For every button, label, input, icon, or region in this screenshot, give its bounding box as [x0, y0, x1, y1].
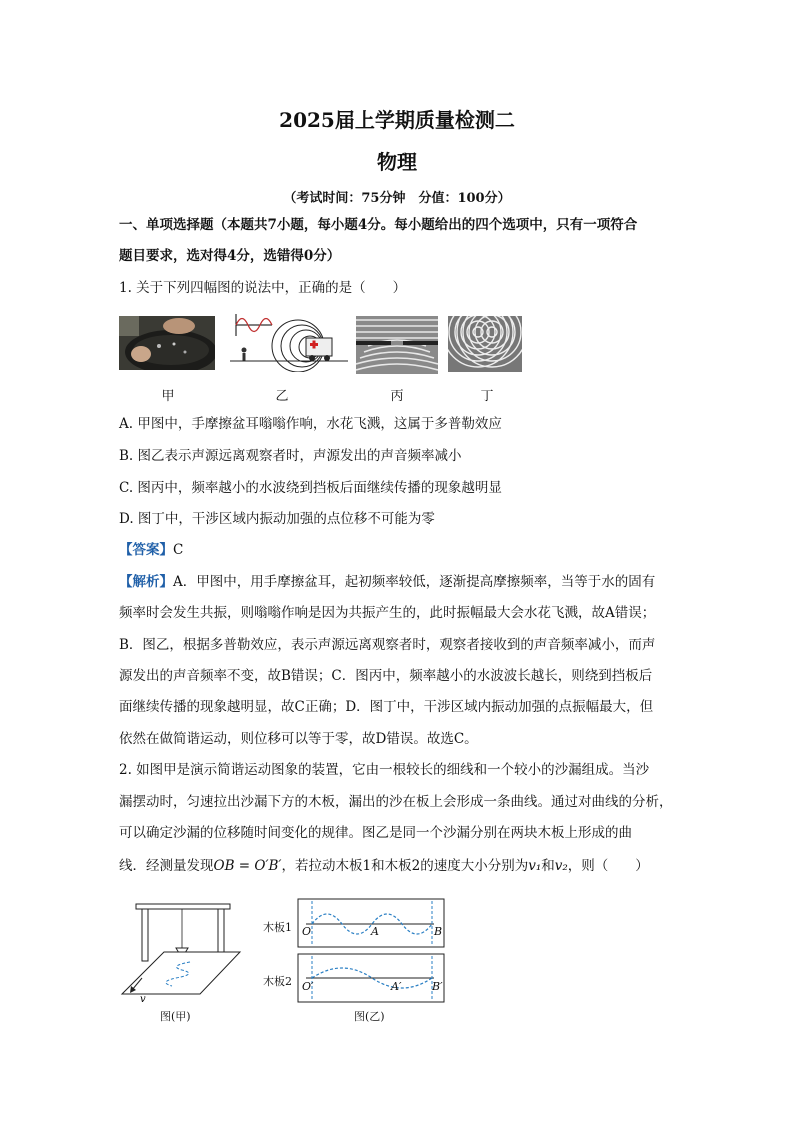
point-b: B — [434, 925, 443, 938]
q2-text-prefix: 线．经测量发现 — [119, 858, 214, 874]
section-heading-line2: 题目要求，选对得4分，选错得0分） — [119, 248, 341, 264]
point-b-prime: B′ — [432, 980, 443, 993]
q1-analysis-line2: 频率时会发生共振，则嗡嗡作响是因为共振产生的，此时振幅最大会水花飞溅，故A错误； — [119, 605, 656, 621]
q1-answer-row — [119, 540, 679, 560]
figure-jia-basin — [119, 316, 215, 370]
answer-tag: 【答案】 — [119, 542, 173, 558]
q2-stem-line3: 可以确定沙漏的位移随时间变化的规律。图乙是同一个沙漏分别在两块木板上形成的曲 — [119, 825, 632, 841]
page-title: 2025届上学期质量检测二 — [279, 108, 515, 132]
analysis-tag: 【解析】 — [119, 574, 173, 590]
point-o: O — [302, 925, 312, 938]
fig-jia-caption: 图(甲) — [160, 1010, 191, 1023]
q1-option-b: B. 图乙表示声源远离观察者时，声源发出的声音频率减小 — [119, 448, 462, 464]
point-a-prime: A′ — [391, 980, 402, 993]
q1-analysis-line5: 面继续传播的现象越明显，故C正确；D．图丁中，干涉区域内振动加强的点振幅最大，但 — [119, 699, 654, 715]
q2-v2: v₂ — [554, 858, 568, 874]
q1-analysis-line1 — [119, 572, 679, 592]
figure-bing-diffraction — [356, 316, 438, 374]
figure-sand-pendulum — [118, 898, 244, 1010]
q2-stem-line2: 漏摆动时，匀速拉出沙漏下方的木板，漏出的沙在板上会形成一条曲线。通过对曲线的分析， — [119, 794, 673, 810]
q1-analysis-line4: 源发出的声音频率不变，故B错误；C．图丙中，频率越小的水波波长越长，则绕到挡板后 — [119, 668, 653, 684]
caption-bing: 丙 — [390, 389, 404, 404]
subject-title: 物理 — [377, 150, 417, 174]
board1-label: 木板1 — [263, 921, 292, 934]
fig-yi-caption: 图(乙) — [354, 1010, 385, 1023]
q1-option-c: C. 图丙中，频率越小的水波绕到挡板后面继续传播的现象越明显 — [119, 480, 502, 496]
figure-boards — [262, 896, 446, 1006]
q2-equation: OB = O′B′ — [213, 858, 282, 874]
q2-stem-line4 — [119, 856, 679, 876]
caption-ding: 丁 — [480, 389, 494, 404]
q1-analysis-line6: 依然在做简谐运动，则位移可以等于零，故D错误。故选C。 — [119, 731, 478, 747]
q1-analysis-line3: B．图乙，根据多普勒效应，表示声源远离观察者时，观察者接收到的声音频率减小，而声 — [119, 637, 656, 653]
q2-v1: v₁ — [528, 858, 542, 874]
section-heading-line1: 一、单项选择题（本题共7小题，每小题4分。每小题给出的四个选项中，只有一项符合 — [119, 217, 638, 233]
caption-yi: 乙 — [275, 389, 289, 404]
velocity-label: v — [140, 994, 146, 1005]
point-o-prime: O′ — [302, 980, 314, 993]
figure-yi-doppler — [230, 310, 348, 372]
q2-text-mid: ，若拉动木板1和木板2的速度大小分别为 — [281, 858, 529, 874]
q2-text-end: ，则（ ） — [567, 858, 649, 874]
q1-stem: 1. 关于下列四幅图的说法中，正确的是（ ） — [119, 280, 407, 296]
point-a: A — [371, 925, 379, 938]
q1-option-d: D. 图丁中，干涉区域内振动加强的点位移不可能为零 — [119, 511, 435, 527]
q2-stem-line1: 2. 如图甲是演示简谐运动图象的装置，它由一根较长的细线和一个较小的沙漏组成。当沙 — [119, 762, 650, 778]
q1-option-a: A. 甲图中，手摩擦盆耳嗡嗡作响，水花飞溅，这属于多普勒效应 — [119, 416, 502, 432]
answer-value: C — [173, 542, 184, 558]
caption-jia: 甲 — [161, 389, 175, 404]
exam-info: （考试时间：75分钟 分值：100分） — [283, 191, 511, 206]
figure-ding-interference — [448, 316, 522, 372]
analysis-text: A．甲图中，用手摩擦盆耳，起初频率较低，逐渐提高摩擦频率，当等于水的固有 — [173, 574, 656, 590]
q2-and: 和 — [541, 858, 555, 874]
board2-label: 木板2 — [263, 975, 292, 988]
